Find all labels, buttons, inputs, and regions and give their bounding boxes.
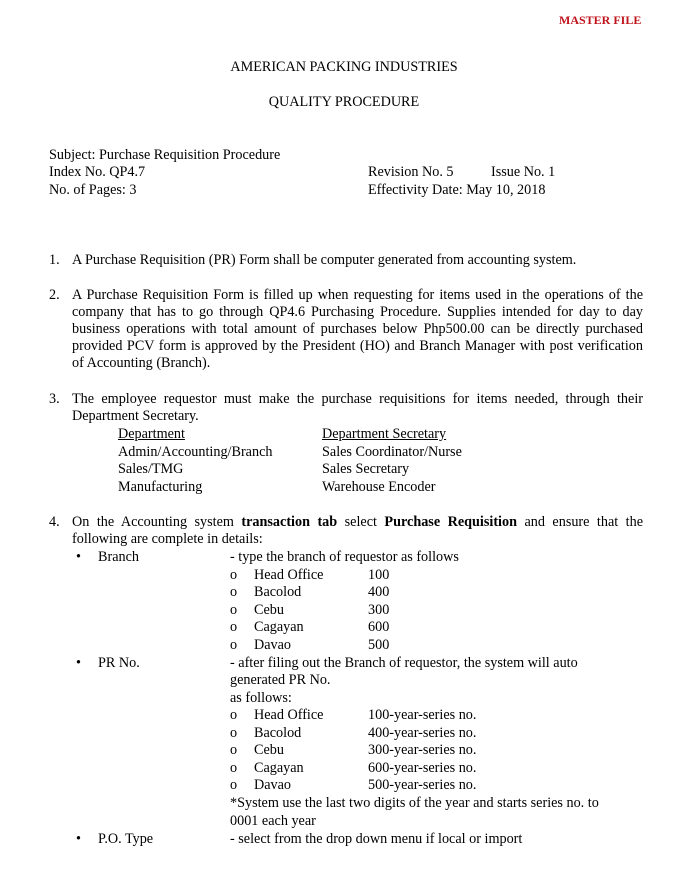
revision-line: Revision No. 5 [368, 164, 454, 180]
effectivity-line: Effectivity Date: May 10, 2018 [368, 182, 546, 198]
circle-bullet-icon: o [230, 637, 238, 653]
pr-note-line-1: *System use the last two digits of the year and starts series no. to [230, 795, 599, 811]
pr-series: 600-year-series no. [368, 760, 477, 776]
pr-branch-name: Davao [254, 777, 292, 793]
branch-code: 400 [368, 584, 390, 600]
item-3-text: The employee requestor must make the purchase requisitions for items needed, through their Department Secretary. [72, 391, 643, 424]
pr-note-line-2: 0001 each year [230, 813, 316, 829]
circle-bullet-icon: o [230, 584, 238, 600]
dept-row-3-secretary: Warehouse Encoder [322, 479, 436, 495]
item-2-text: A Purchase Requisition Form is filled up when requesting for items used in the operations of the company that has to go through QP4.6 Purchasing Procedure. Supplies intended for day to day business operations with total amount of purchases below Php500.00 can be directly purchased provided PCV form is approved by the President (HO) and Branch Manager with post verification of Accounting (Branch). [72, 287, 643, 371]
branch-code: 600 [368, 619, 390, 635]
pr-desc-line-3: as follows: [230, 690, 292, 706]
branch-name: Head Office [254, 567, 324, 583]
pr-label: PR No. [98, 655, 140, 671]
branch-label: Branch [98, 549, 139, 565]
issue-line: Issue No. 1 [491, 164, 556, 180]
branch-name: Bacolod [254, 584, 302, 600]
bullet-icon: • [76, 655, 81, 671]
item-1-text: A Purchase Requisition (PR) Form shall be computer generated from accounting system. [72, 252, 577, 268]
pages-line: No. of Pages: 3 [49, 182, 137, 198]
dept-secretary-header: Department Secretary [322, 426, 447, 442]
item-4-number: 4. [49, 514, 60, 530]
circle-bullet-icon: o [230, 777, 238, 793]
company-name: AMERICAN PACKING INDUSTRIES [230, 59, 458, 75]
pr-series: 500-year-series no. [368, 777, 477, 793]
branch-desc: - type the branch of requestor as follows [230, 549, 459, 565]
item-4-text: On the Accounting system transaction tab select Purchase Requisition and ensure that the following are complete in details: [72, 514, 644, 547]
circle-bullet-icon: o [230, 619, 238, 635]
pr-branch-name: Cebu [254, 742, 284, 758]
pr-branch-name: Cagayan [254, 760, 304, 776]
dept-row-3-dept: Manufacturing [118, 479, 203, 495]
pr-series: 300-year-series no. [368, 742, 477, 758]
document-type: QUALITY PROCEDURE [268, 94, 420, 110]
pr-desc-line-2: generated PR No. [230, 672, 331, 688]
circle-bullet-icon: o [230, 602, 238, 618]
branch-name: Cebu [254, 602, 284, 618]
bullet-icon: • [76, 549, 81, 565]
circle-bullet-icon: o [230, 725, 238, 741]
pr-desc-line-1: - after filing out the Branch of requestor, the system will auto [230, 655, 578, 671]
po-type-desc: - select from the drop down menu if local or import [230, 831, 523, 847]
branch-name: Cagayan [254, 619, 304, 635]
circle-bullet-icon: o [230, 760, 238, 776]
pr-branch-name: Head Office [254, 707, 324, 723]
item-2-number: 2. [49, 287, 60, 303]
index-line: Index No. QP4.7 [49, 164, 146, 180]
pr-series: 100-year-series no. [368, 707, 477, 723]
dept-row-2-dept: Sales/TMG [118, 461, 184, 477]
branch-code: 100 [368, 567, 390, 583]
dept-row-1-dept: Admin/Accounting/Branch [118, 444, 273, 460]
dept-row-2-secretary: Sales Secretary [322, 461, 410, 477]
po-type-label: P.O. Type [98, 831, 154, 847]
subject-line: Subject: Purchase Requisition Procedure [49, 147, 281, 163]
dept-header: Department [118, 426, 185, 442]
item-3-number: 3. [49, 391, 60, 407]
circle-bullet-icon: o [230, 567, 238, 583]
master-file-label: MASTER FILE [559, 13, 642, 27]
branch-code: 300 [368, 602, 390, 618]
dept-row-1-secretary: Sales Coordinator/Nurse [322, 444, 462, 460]
item-1-number: 1. [49, 252, 60, 268]
circle-bullet-icon: o [230, 742, 238, 758]
pr-branch-name: Bacolod [254, 725, 302, 741]
circle-bullet-icon: o [230, 707, 238, 723]
bullet-icon: • [76, 831, 81, 847]
branch-code: 500 [368, 637, 390, 653]
branch-name: Davao [254, 637, 292, 653]
pr-series: 400-year-series no. [368, 725, 477, 741]
